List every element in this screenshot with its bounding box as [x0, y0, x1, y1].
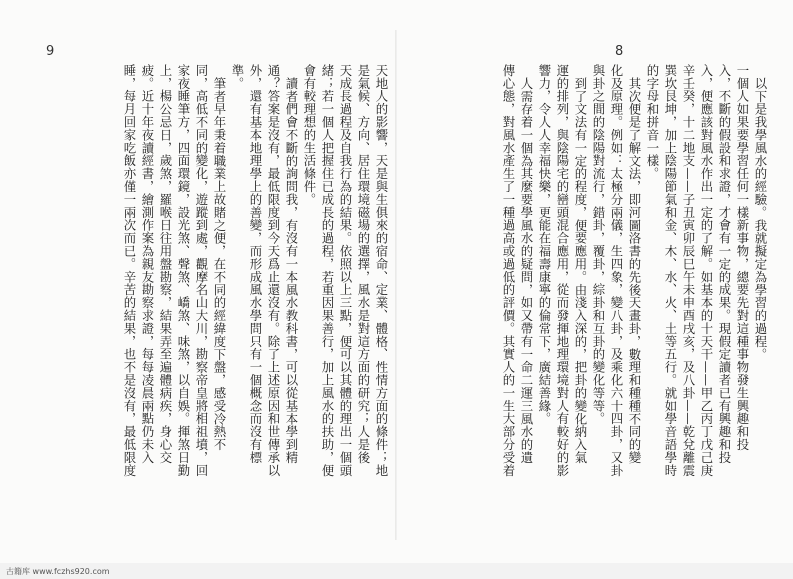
text-column: 辛壬癸，十二地支——子丑寅卯辰巳午未申酉戌亥，及八卦——乾兌離震 [681, 64, 696, 477]
text-column: 化及原理。例如：太極分兩儀，生四象，變八卦，及乘化六十四卦，又卦 [609, 64, 624, 477]
footer-bar [0, 563, 793, 579]
text-column: 會有較理想的生活條件。 [302, 64, 317, 206]
text-column: 天成長過程及自我行為的結果。依照以上三點，便可以其體的理出一個頭 [338, 64, 353, 477]
text-column: 巽坎艮坤，加上陰陽節氣和金、木、水、火、土等五行。就如學音語學時 [663, 64, 678, 477]
text-column: 上，楊公忌日，歲煞，羅喉日往用盤勘察，結果弄至遍體病疾，身心交 [158, 64, 173, 464]
page-gutter [395, 30, 397, 540]
text-column: 是氣候、方向、居住環境磁場的選擇，風水是對這方面的研究；人是後 [356, 64, 371, 464]
text-column: 運的排列，與陰陽宅的巒頭混合應用，從而發揮地理環境對人有較好的影 [555, 64, 570, 477]
text-column: 通？答案是沒有，最低限度到今天爲止還沒有。除了上述原因和世傳承以 [266, 64, 281, 477]
text-column: 的字母和拼音一樣。 [645, 64, 660, 181]
text-column: 筆者早年秉着職業上故賭之便，在不同的經緯度下盤，感受冷熱不 [212, 77, 227, 452]
text-column: 準。 [230, 64, 245, 90]
page-number-right: 8 [615, 44, 624, 59]
text-column: 入，不斷的假設和求證，才會有一定的成果。現假定讀者已有興趣和投 [717, 64, 732, 464]
text-column: 外，還有基本地理學上的善變，而形成風水學問只有一個概念而沒有標 [248, 64, 263, 464]
text-column: 傳心態，對風水產生了一種過高或過低的評價。其實人的一生大部分受着 [501, 64, 516, 477]
text-column: 緒；若一個人把握住已成長的過程，若重因果善行，加上風水的扶助，便 [320, 64, 335, 477]
text-column: 入，便應該對風水作出一定的了解。如基本的十天干——甲乙丙丁戊己庚 [699, 64, 714, 477]
text-column: 天地人的影響，天是與生俱來的宿命、定業、體格、性情方面的條件；地 [374, 64, 389, 477]
text-column: 讀者們會不斷的詢問我，有沒有一本風水教科書，可以從基本學到精 [284, 77, 299, 464]
text-column: 響力，令人人幸福快樂，更能在福壽康寧的倫常下，廣結善緣。 [537, 64, 552, 426]
text-column: 一個人如果要學習任何一樣新事物，總要先對這種事物發生興趣和投 [735, 64, 750, 451]
text-column: 同，高低不同的變化，遊蹤到處，觀摩名山大川，勘察帝皇將相祖墳，回 [194, 64, 209, 477]
text-column: 家夜睡筆方，四面環鏡，設光煞、聲煞、嶠煞、味煞，以自娛。揮煞日勤 [176, 64, 191, 477]
page-number-left: 9 [46, 44, 55, 59]
site-watermark: 古籍库 www.fczhs920.com [6, 567, 110, 576]
right-page-text [432, 64, 767, 524]
left-page-text [58, 64, 388, 524]
text-column: 與卦之間的陰陽對流行，錯卦，覆卦，綜卦和互卦的變化等等。 [591, 64, 606, 426]
text-column: 到了文法有一定的程度，便要應用。由淺入深的，把卦的變化納入氣 [573, 77, 588, 464]
text-column: 睡，每月回家吃飯亦僅一兩次而已。辛苦的結果，也不是沒有，最低限度 [122, 64, 137, 477]
text-column: 以下是我學風水的經驗。我就擬定為學習的過程。 [753, 77, 768, 361]
text-column: 其次便是了解文法，即河圖洛書的先後天畫卦，數理和種種不同的變 [627, 77, 642, 464]
text-column: 疲。近十年夜讀經書，繪測作案為親友勘察求證，每每凌晨兩點仍未入 [140, 64, 155, 464]
text-column: 人需存着一個為其麼要學風水的疑問，如又帶有一命二運三風水的遺 [519, 77, 534, 464]
